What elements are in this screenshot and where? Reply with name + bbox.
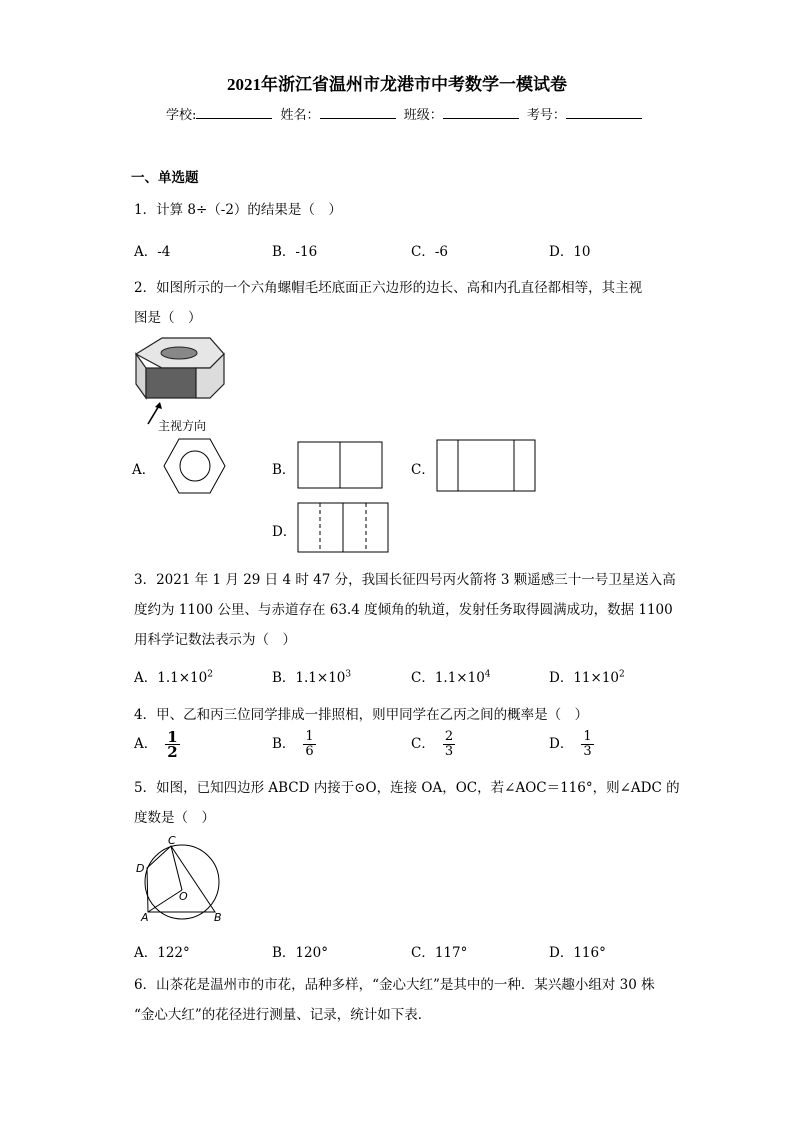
fraction: $\frac{1}{3}$ — [583, 729, 592, 759]
q2-option-a-label[interactable]: A． — [132, 462, 156, 478]
q3-option-d[interactable]: D．$11\times 10^2$ — [549, 669, 625, 686]
q2-option-c-figure[interactable] — [436, 439, 538, 493]
name-blank[interactable] — [320, 106, 396, 119]
q5-line1: 5．如图，已知四边形 ABCD 内接于⊙O，连接 OA，OC，若∠AOC＝116°，则∠ADC 的 — [134, 780, 680, 796]
q6-line2: “金心大红”的花径进行测量、记录，统计如下表． — [134, 1007, 432, 1023]
student-info-line — [166, 104, 646, 123]
class-label: 班级： — [403, 108, 443, 123]
q3-option-a[interactable]: A．$1.1\times 10^2$ — [134, 669, 213, 686]
q2-option-b-figure[interactable] — [297, 441, 385, 491]
q2-line2: 图是（ ） — [134, 310, 202, 326]
q2-option-d-figure[interactable] — [297, 502, 391, 554]
q5-option-b[interactable]: B．120° — [272, 945, 328, 961]
nut-figure — [130, 332, 230, 438]
q1-text: 1．计算 8÷（-2）的结果是（ ） — [134, 202, 342, 218]
q4-text: 4．甲、乙和丙三位同学排成一排照相，则甲同学在乙丙之间的概率是（ ） — [134, 707, 589, 723]
name-label: 姓名： — [280, 108, 320, 123]
section-heading: 一、单选题 — [131, 170, 199, 186]
q3-option-b[interactable]: B．$1.1\times 10^3$ — [272, 669, 352, 686]
q2-option-c-label[interactable]: C． — [411, 462, 435, 478]
label-d: D — [136, 862, 145, 875]
fraction: $\frac{2}{3}$ — [444, 729, 454, 759]
q6-line1: 6．山茶花是温州市的市花，品种多样，“金心大红”是其中的一种．某兴趣小组对 30 株 — [134, 977, 655, 993]
id-blank[interactable] — [566, 106, 642, 119]
id-label: 考号： — [526, 108, 566, 123]
label-a: A — [141, 911, 149, 924]
fraction: $\frac{1}{2}$ — [167, 728, 178, 761]
q2-line1: 2．如图所示的一个六角螺帽毛坯底面正六边形的边长、高和内孔直径都相等，其主视 — [134, 280, 643, 296]
label-b: B — [214, 911, 222, 924]
q1-option-d[interactable]: D．10 — [549, 244, 591, 260]
q2-option-a-figure[interactable] — [163, 436, 227, 496]
q5-option-c[interactable]: C．117° — [411, 945, 468, 961]
school-label: 学校: — [166, 108, 197, 123]
q1-option-a[interactable]: A．-4 — [134, 244, 171, 260]
q3-line2: 度约为 1100 公里、与赤道存在 63.4 度倾角的轨道，发射任务取得圆满成功，数据 1100 — [134, 602, 673, 618]
direction-label: 主视方向 — [158, 419, 207, 433]
q3-line3: 用科学记数法表示为（ ） — [134, 632, 296, 648]
q4-option-c[interactable]: C． $\frac{2}{3}$ — [411, 729, 454, 759]
q4-option-b[interactable]: B． $\frac{1}{6}$ — [272, 729, 314, 759]
q5-option-d[interactable]: D．116° — [549, 945, 606, 961]
label-c: C — [168, 834, 176, 847]
q3-line1: 3．2021 年 1 月 29 日 4 时 47 分，我国长征四号丙火箭将 3 颗遥感三十一号卫星送入高 — [134, 572, 676, 588]
page-title: 2021年浙江省温州市龙港市中考数学一模试卷 — [227, 75, 567, 94]
q4-option-d[interactable]: D． $\frac{1}{3}$ — [549, 729, 592, 759]
q5-line2: 度数是（ ） — [134, 810, 215, 826]
q1-option-c[interactable]: C．-6 — [411, 244, 448, 260]
fraction: $\frac{1}{6}$ — [305, 729, 314, 759]
q3-option-c[interactable]: C．$1.1\times 10^4$ — [411, 669, 491, 686]
class-blank[interactable] — [443, 106, 519, 119]
q1-option-b[interactable]: B．-16 — [272, 244, 318, 260]
circle-figure — [130, 832, 230, 924]
school-blank[interactable] — [196, 106, 272, 119]
label-o: O — [179, 890, 188, 903]
q4-option-a[interactable]: A． $\frac{1}{2}$ — [134, 728, 178, 761]
q2-option-b-label[interactable]: B． — [272, 462, 296, 478]
q5-option-a[interactable]: A．122° — [134, 945, 190, 961]
q2-option-d-label[interactable]: D． — [272, 524, 297, 540]
